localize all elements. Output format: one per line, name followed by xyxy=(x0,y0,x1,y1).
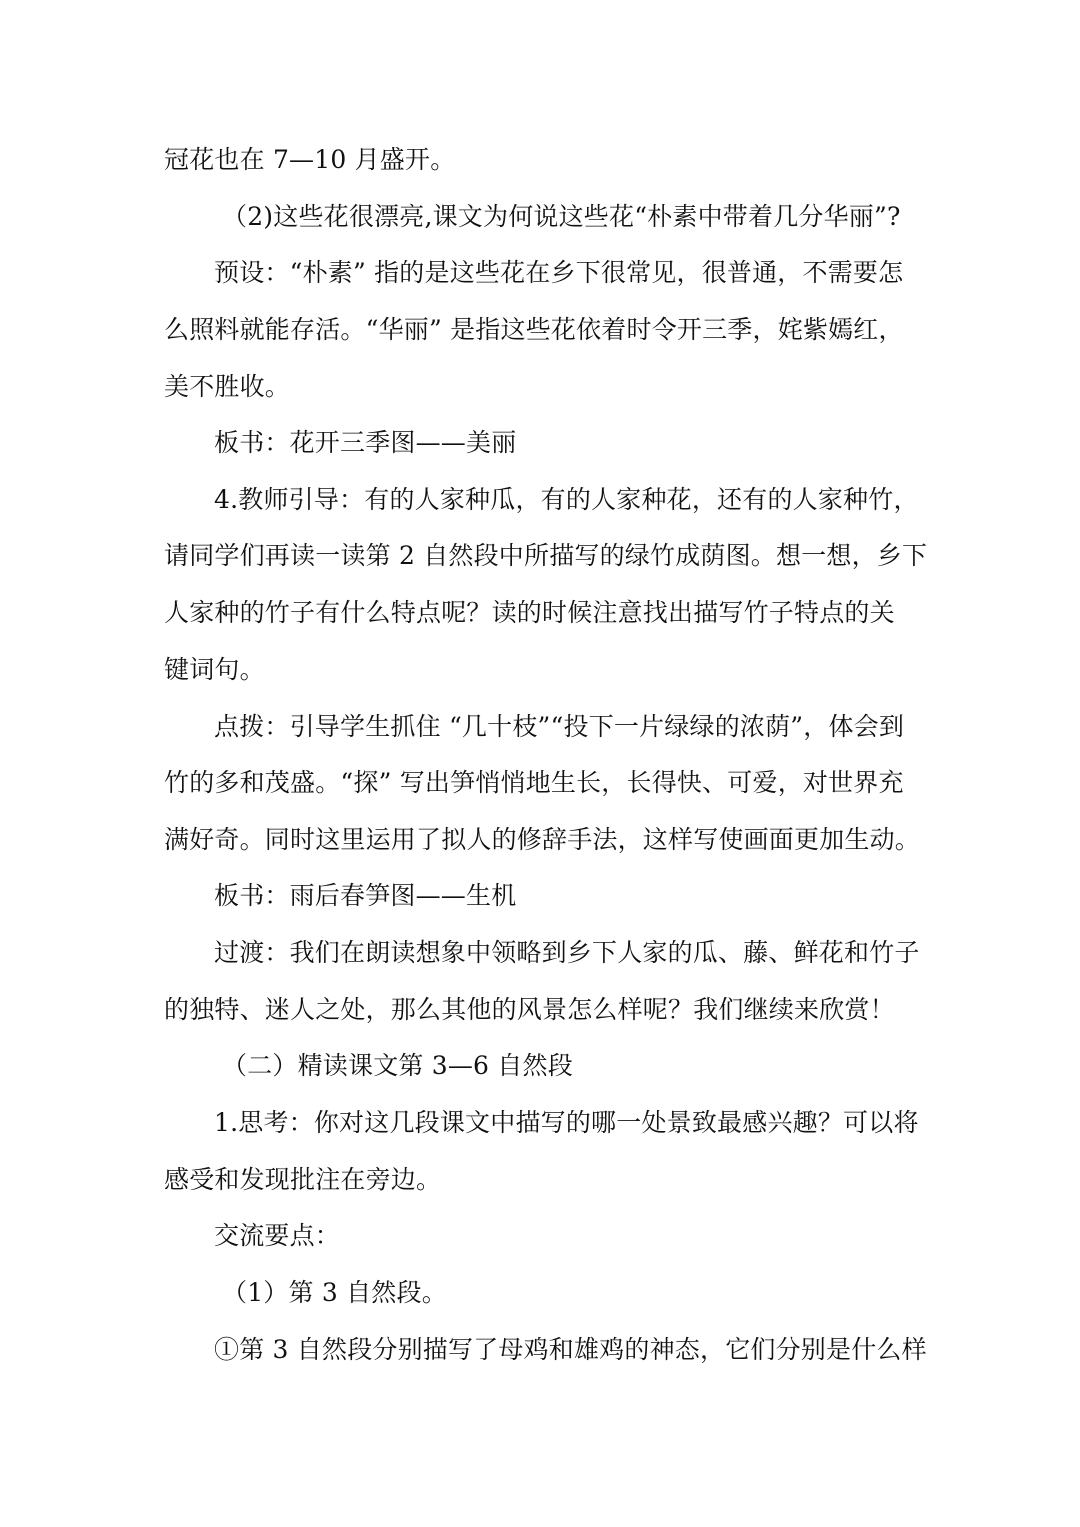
text-line-14: 板书：雨后春笋图——生机 xyxy=(214,881,517,910)
text-line-13: 满好奇。同时这里运用了拟人的修辞手法，这样写使画面更加生动。 xyxy=(164,825,921,854)
text-line-7: 4.教师引导：有的人家种瓜，有的人家种花，还有的人家种竹， xyxy=(214,485,919,514)
text-line-17: （二）精读课文第 3—6 自然段 xyxy=(222,1051,573,1080)
text-line-8: 请同学们再读一读第 2 自然段中所描写的绿竹成荫图。想一想，乡下 xyxy=(164,541,928,570)
text-line-18: 1.思考：你对这几段课文中描写的哪一处景致最感兴趣？可以将 xyxy=(214,1108,919,1137)
text-line-4: 么照料就能存活。“华丽” 是指这些花依着时令开三季，姹紫嫣红， xyxy=(164,315,904,344)
text-line-5: 美不胜收。 xyxy=(164,372,291,401)
text-line-11: 点拨：引导学生抓住 “几十枝”“投下一片绿绿的浓荫”，体会到 xyxy=(214,712,905,741)
text-line-6: 板书：花开三季图——美丽 xyxy=(214,428,517,457)
text-line-15: 过渡：我们在朗读想象中领略到乡下人家的瓜、藤、鲜花和竹子 xyxy=(214,938,920,967)
text-line-19: 感受和发现批注在旁边。 xyxy=(164,1165,442,1194)
text-line-9: 人家种的竹子有什么特点呢？读的时候注意找出描写竹子特点的关 xyxy=(164,598,895,627)
text-line-20: 交流要点： xyxy=(214,1221,341,1250)
text-line-2: （2)这些花很漂亮,课文为何说这些花“朴素中带着几分华丽”? xyxy=(222,202,901,231)
text-line-1: 冠花也在 7—10 月盛开。 xyxy=(164,145,456,174)
text-line-3: 预设：“朴素” 指的是这些花在乡下很常见，很普通，不需要怎 xyxy=(214,258,904,287)
text-line-10: 键词句。 xyxy=(164,655,265,684)
text-line-12: 竹的多和茂盛。“探” 写出笋悄悄地生长，长得快、可爱，对世界充 xyxy=(164,768,904,797)
text-line-22: ①第 3 自然段分别描写了母鸡和雄鸡的神态，它们分别是什么样 xyxy=(214,1335,927,1364)
text-line-21: （1）第 3 自然段。 xyxy=(222,1278,447,1307)
text-line-16: 的独特、迷人之处，那么其他的风景怎么样呢？我们继续来欣赏！ xyxy=(164,995,895,1024)
